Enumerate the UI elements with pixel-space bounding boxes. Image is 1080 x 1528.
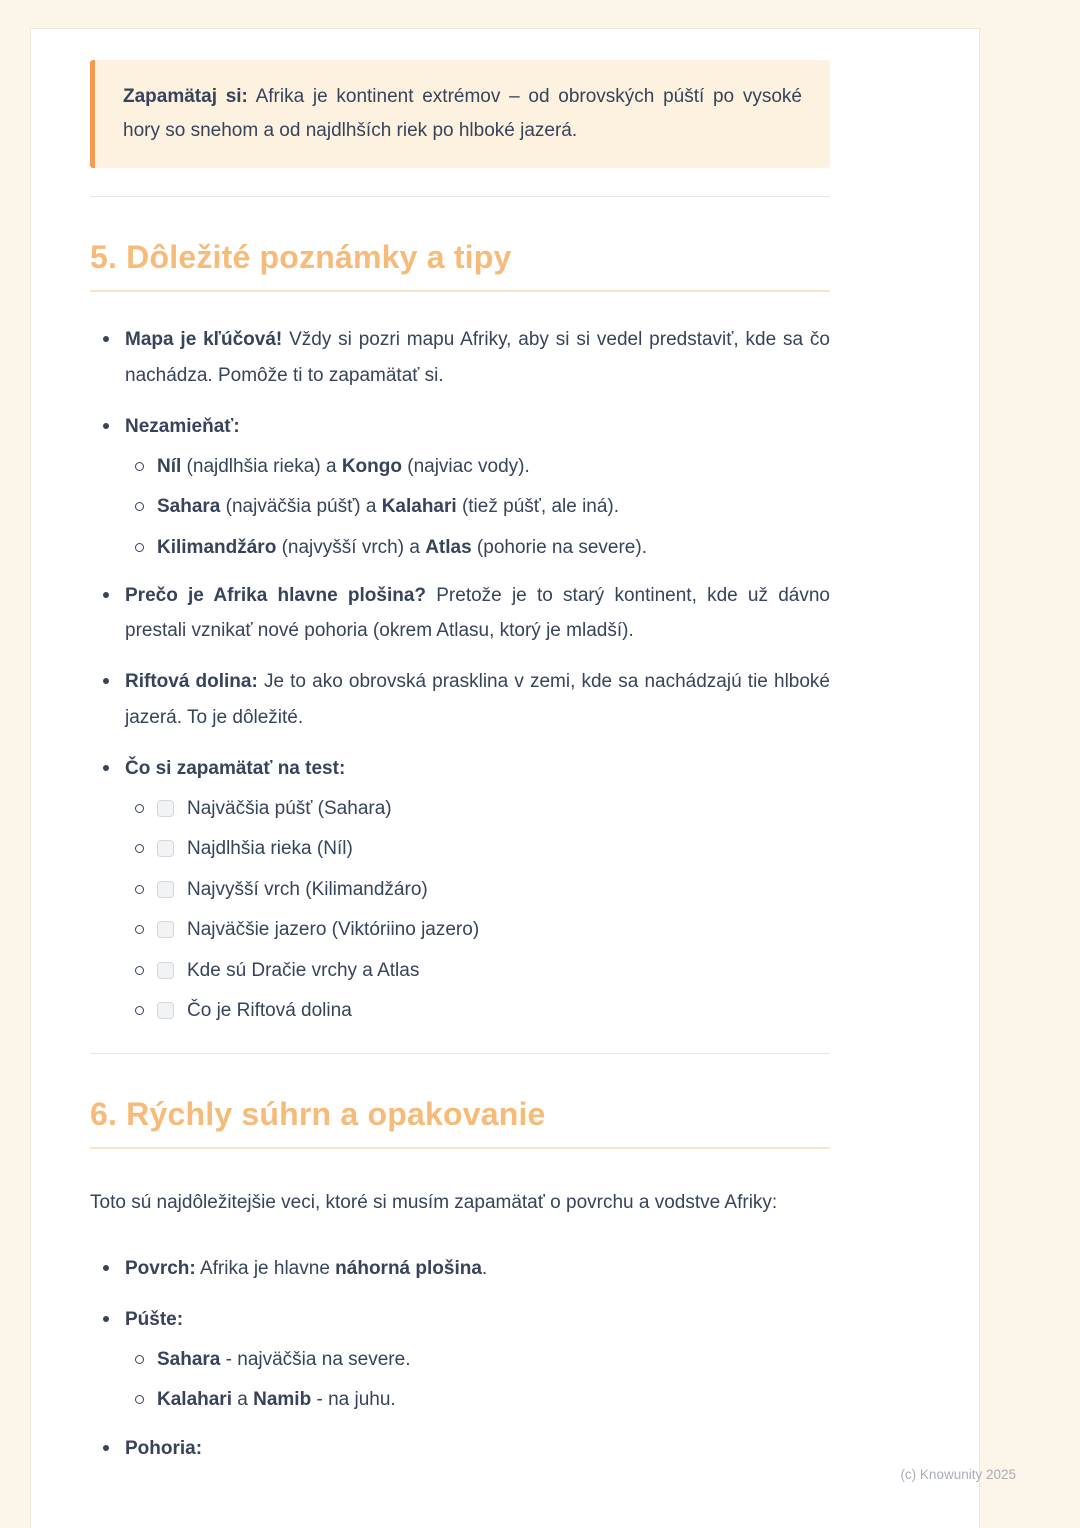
text-segment: (najvyšší vrch) a: [276, 536, 426, 558]
sub-list-item: [125, 794, 830, 823]
sub-list-item-text: [187, 838, 353, 859]
list-item-text: [125, 1302, 830, 1337]
list-item-text: [125, 1251, 830, 1286]
text-segment: Najvyšší vrch (Kilimandžáro): [187, 878, 428, 900]
sub-list-item: [125, 956, 830, 985]
bold-text-segment: Sahara: [157, 1348, 221, 1370]
sub-list-item: [125, 915, 830, 944]
text-segment: a: [231, 1389, 254, 1411]
sub-list: [125, 452, 830, 562]
bold-text-segment: Nezamieňať:: [125, 415, 240, 437]
bold-text-segment: náhorná plošina: [335, 1257, 482, 1279]
bold-text-segment: Púšte:: [125, 1308, 184, 1330]
sub-list-item: [125, 452, 830, 481]
list-item-text: [125, 1431, 830, 1466]
bold-text-segment: Povrch:: [125, 1257, 196, 1279]
sub-list-item: [125, 834, 830, 863]
bold-text-segment: Mapa je kľúčová!: [125, 329, 283, 351]
sub-list: [125, 1345, 830, 1415]
sub-list-item-text: [157, 1349, 410, 1370]
list-item: [90, 1431, 830, 1466]
section-6-list: [90, 1251, 830, 1466]
section-5-title: 5. Dôležité poznámky a tipy: [90, 239, 830, 292]
list-item-text: [125, 578, 830, 648]
text-segment: Najväčšie jazero (Viktóriino jazero): [187, 919, 480, 941]
text-segment: Afrika je hlavne: [195, 1257, 336, 1279]
checkbox[interactable]: [157, 840, 174, 857]
sub-list-item-text: [187, 879, 428, 900]
list-item: [90, 1251, 830, 1286]
list-item-text: [125, 664, 830, 734]
text-segment: - na juhu.: [311, 1389, 396, 1411]
text-segment: Čo je Riftová dolina: [187, 1000, 352, 1021]
bold-text-segment: Prečo je Afrika hlavne plošina?: [125, 585, 427, 607]
list-item: [90, 751, 830, 1026]
sub-list: [125, 794, 830, 1026]
list-item: [90, 409, 830, 562]
checkbox[interactable]: [157, 1002, 174, 1019]
text-segment: Kde sú Dračie vrchy a Atlas: [187, 959, 420, 981]
text-segment: Najdlhšia rieka (Níl): [187, 838, 353, 860]
text-segment: (najväčšia púšť) a: [220, 496, 382, 518]
callout-text: [123, 80, 802, 148]
sub-list-item: [125, 492, 830, 521]
bold-text-segment: Zapamätaj si:: [123, 86, 248, 107]
text-segment: Vždy si pozri mapu Afriky, aby si si vedel predstaviť, kde sa čo nachádza. Pomôže ti to zapamätať si.: [125, 329, 830, 386]
checkbox[interactable]: [157, 921, 174, 938]
list-item-text: [125, 322, 830, 392]
bold-text-segment: Riftová dolina:: [125, 671, 258, 693]
text-segment: (najviac vody).: [401, 455, 530, 477]
text-segment: (pohorie na severe).: [471, 536, 647, 558]
checkbox[interactable]: [157, 962, 174, 979]
section-divider: [90, 1053, 830, 1054]
sub-list-item-text: [157, 456, 530, 477]
sub-list-item-text: [187, 960, 419, 981]
section-6-title: 6. Rýchly súhrn a opakovanie: [90, 1096, 830, 1149]
bold-text-segment: Kalahari: [381, 496, 457, 518]
section-6-intro: Toto sú najdôležitejšie veci, ktoré si musím zapamätať o povrchu a vodstve Afriky:: [90, 1192, 778, 1214]
checkbox[interactable]: [157, 881, 174, 898]
sub-list-item-text: [187, 919, 479, 940]
bold-text-segment: Pohoria:: [125, 1437, 203, 1459]
section-divider: [90, 196, 830, 197]
list-item-text: [125, 751, 830, 786]
text-segment: Najväčšia púšť (Sahara): [187, 797, 392, 819]
sub-list-item: [125, 1385, 830, 1414]
watermark: (c) Knowunity 2025: [900, 1467, 1016, 1482]
page-content: [90, 29, 830, 1466]
text-segment: Je to ako obrovská prasklina v zemi, kde sa nachádzajú tie hlboké jazerá. To je dôležité.: [125, 671, 830, 728]
bold-text-segment: Atlas: [425, 536, 472, 558]
bold-text-segment: Namib: [253, 1389, 312, 1411]
list-item-text: [125, 409, 830, 444]
sub-list-item-text: [157, 537, 647, 558]
text-segment: .: [481, 1257, 488, 1279]
list-item: [90, 1302, 830, 1415]
sub-list-item: [125, 533, 830, 562]
sub-list-item-text: [187, 1000, 352, 1021]
document-page: [30, 28, 980, 1528]
sub-list-item-text: [157, 1389, 396, 1410]
sub-list-item: [125, 1345, 830, 1374]
checkbox[interactable]: [157, 800, 174, 817]
sub-list-item-text: [187, 798, 392, 819]
sub-list-item: [125, 875, 830, 904]
bold-text-segment: Kongo: [341, 455, 402, 477]
sub-list-item: [125, 996, 830, 1025]
list-item: [90, 578, 830, 648]
bold-text-segment: Kalahari: [157, 1389, 232, 1411]
text-segment: Afrika je kontinent extrémov – od obrovských púští po vysoké hory so snehom a od najdlhších riek po hlboké jazerá.: [123, 86, 802, 142]
text-segment: Pretože je to starý kontinent, kde už dávno prestali vznikať nové pohoria (okrem Atlasu, ktorý je mladší).: [125, 585, 830, 642]
list-item: [90, 664, 830, 734]
bold-text-segment: Čo si zapamätať na test:: [125, 757, 346, 779]
section-5-list: [90, 322, 830, 1025]
list-item: [90, 322, 830, 392]
bold-text-segment: Kilimandžáro: [157, 536, 277, 558]
bold-text-segment: Sahara: [157, 496, 221, 518]
text-segment: (tiež púšť, ale iná).: [456, 496, 620, 518]
text-segment: (najdlhšia rieka) a: [181, 455, 342, 477]
bold-text-segment: Níl: [157, 455, 182, 477]
sub-list-item-text: [157, 496, 619, 517]
callout-remember: [90, 60, 830, 168]
text-segment: - najväčšia na severe.: [220, 1348, 411, 1370]
